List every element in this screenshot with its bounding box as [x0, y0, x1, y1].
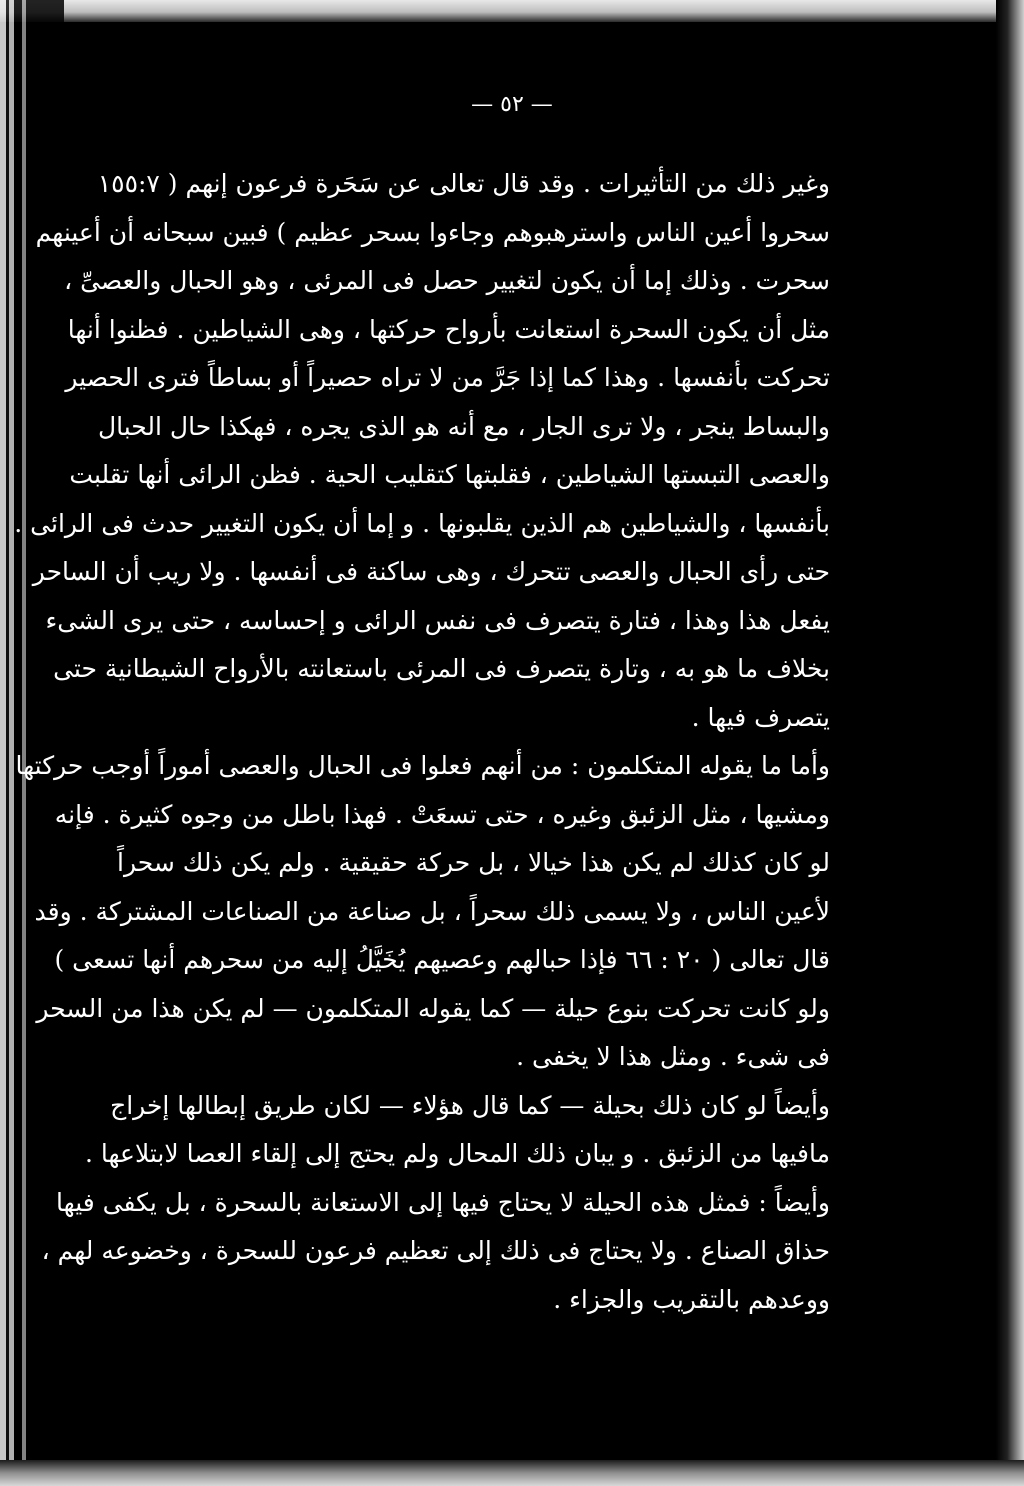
- text-line: لو كان كذلك لم يكن هذا خيالا ، بل حركة حقيقية . ولم يكن ذلك سحراً: [117, 848, 830, 877]
- text-line: يفعل هذا وهذا ، فتارة يتصرف فى نفس الرائى و إحساسه ، حتى يرى الشىء: [45, 605, 830, 635]
- text-line: حتى رأى الحبال والعصى تتحرك ، وهى ساكنة فى أنفسها . ولا ريب أن الساحر: [32, 557, 830, 586]
- text-line: حذاق الصناع . ولا يحتاج فى ذلك إلى تعظيم فرعون للسحرة ، وخضوعه لهم ،: [41, 1236, 830, 1265]
- text-line: وأيضاً لو كان ذلك بحيلة — كما قال هؤلاء — لكان طريق إبطالها إخراج: [110, 1090, 830, 1120]
- text-line: قال تعالى ( ٢٠ : ٦٦ فإذا حبالهم وعصيهم يُخَيَّلُ إليه من سحرهم أنها تسعى ): [54, 945, 830, 974]
- text-line: وأما ما يقوله المتكلمون : من أنهم فعلوا فى الحبال والعصى أموراً أوجب حركتها: [15, 751, 830, 780]
- text-line: ومشيها ، مثل الزئبق وغيره ، حتى تسعَتْ . فهذا باطل من وجوه كثيرة . فإنه: [54, 799, 830, 829]
- text-line: فى شىء . ومثل هذا لا يخفى .: [516, 1042, 830, 1071]
- text-line: بأنفسها ، والشياطين هم الذين يقلبونها . و إما أن يكون التغيير حدث فى الرائى .: [14, 508, 830, 538]
- scan-edge-right: [996, 0, 1024, 1486]
- text-line: تحركت بأنفسها . وهذا كما إذا جَرَّ من لا تراه حصيراً أو بساطاً فترى الحصير: [65, 363, 830, 392]
- text-line: بخلاف ما هو به ، وتارة يتصرف فى المرئى باستعانته بالأرواح الشيطانية حتى: [53, 654, 830, 683]
- text-line: وأيضاً : فمثل هذه الحيلة لا يحتاج فيها إلى الاستعانة بالسحرة ، بل يكفى فيها: [56, 1187, 830, 1217]
- body-text: [14, 160, 830, 1324]
- text-line: سحروا أعين الناس واسترهبوهم وجاءوا بسحر عظيم ) فبين سبحانه أن أعينهم: [35, 217, 830, 247]
- text-line: مافيها من الزئبق . و يبان ذلك المحال ولم يحتج إلى إلقاء العصا لابتلاعها .: [85, 1139, 830, 1168]
- scan-edge-bottom: [0, 1460, 1024, 1486]
- scan-edge-top: [0, 0, 1024, 22]
- text-line: وغير ذلك من التأثيرات . وقد قال تعالى عن سَحَرة فرعون إنهم ( ١٥٥:٧: [97, 169, 830, 198]
- text-line: ووعدهم بالتقريب والجزاء .: [553, 1284, 830, 1314]
- text-line: يتصرف فيها .: [691, 702, 830, 732]
- text-line: والعصى التبستها الشياطين ، فقلبتها كتقليب الحية . فظن الرائى أنها تقلبت: [69, 460, 830, 489]
- text-line: ولو كانت تحركت بنوع حيلة — كما يقوله المتكلمون — لم يكن هذا من السحر: [36, 993, 830, 1023]
- text-line: مثل أن يكون السحرة استعانت بأرواح حركتها ، وهى الشياطين . فظنوا أنها: [67, 314, 830, 344]
- text-line: سحرت . وذلك إما أن يكون لتغيير حصل فى المرئى ، وهو الحبال والعصىِّ ،: [64, 266, 830, 295]
- text-line: والبساط ينجر ، ولا ترى الجار ، مع أنه هو الذى يجره ، فهكذا حال الحبال: [97, 411, 830, 441]
- text-line: لأعين الناس ، ولا يسمى ذلك سحراً ، بل صناعة من الصناعات المشتركة . وقد: [34, 896, 830, 926]
- page-number: — ٥٢ —: [471, 92, 553, 117]
